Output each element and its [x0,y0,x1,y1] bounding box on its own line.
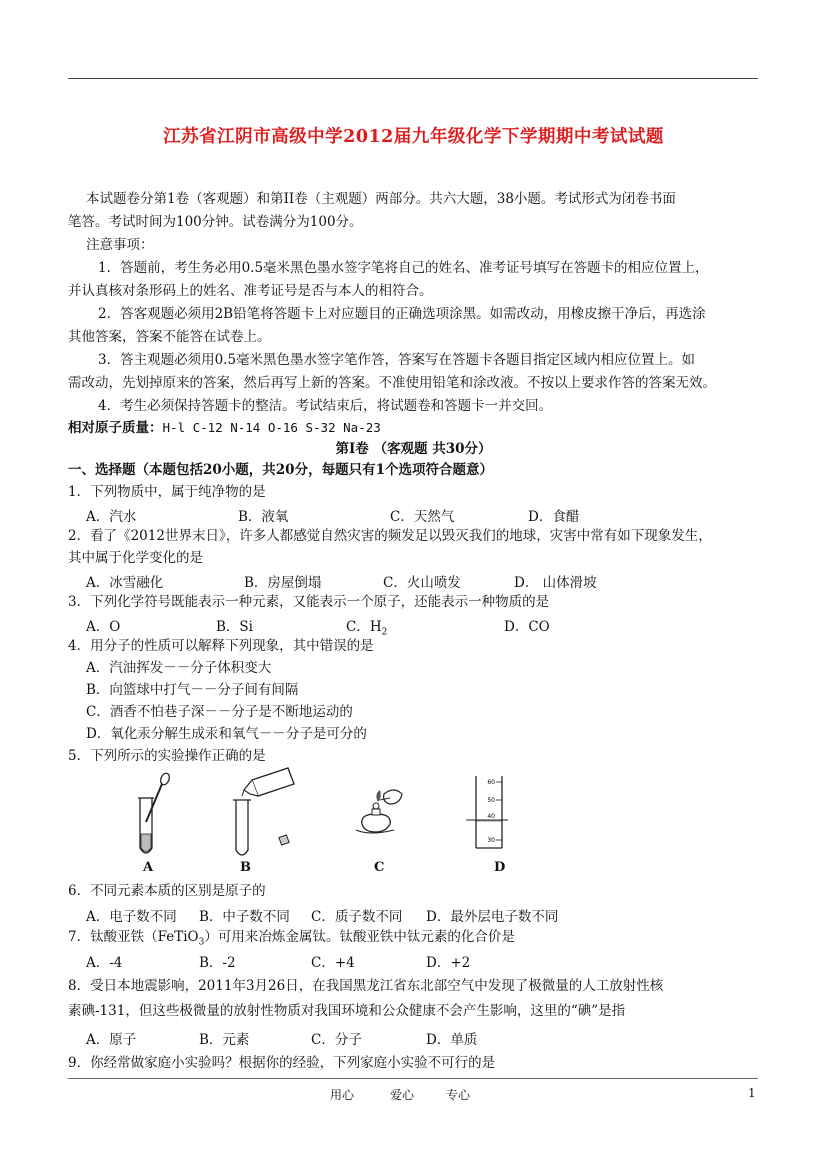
figure-a-dropper-test-tube [128,770,178,860]
figure-label-b: B [240,860,251,875]
tick-label: 30 [487,837,495,844]
option-a: A．电子数不同 [86,909,177,925]
volume-title: 第Ⅰ卷 （客观题 共30分） [335,441,492,457]
option-c: C．酒香不怕巷子深－－分子是不断地运动的 [86,704,353,720]
option-c: C．天然气 [390,509,455,525]
option-b: B．-2 [199,955,236,971]
bottom-rule [68,1078,758,1079]
figure-label-d: D [494,860,506,875]
option-c: C．分子 [311,1032,362,1048]
tick-label: 60 [487,779,495,786]
option-a: A．冰雪融化 [86,575,164,591]
option-a: A．汽水 [86,509,137,525]
footer-motto-3: 专心 [446,1088,471,1102]
option-c-text: C．H [346,619,382,635]
option-d: D．单质 [426,1032,478,1048]
atomic-mass [68,419,381,437]
note-line: 其他答案，答案不能答在试卷上。 [68,329,271,345]
note-line: 需改动，先划掉原来的答案，然后再写上新的答案。不准使用铅笔和涂改液。不按以上要求作答的答案无效。 [68,375,716,391]
question-3-stem: 3．下列化学符号既能表示一种元素，又能表示一个原子，还能表示一种物质的是 [68,594,550,610]
question-9-stem: 9．你经常做家庭小实验吗？根据你的经验，下列家庭小实验不可行的是 [68,1055,496,1071]
option-c: C．火山喷发 [383,575,461,591]
note-line: 1．答题前，考生务必用0.5毫米黑色墨水签字笔将自己的姓名、准考证号填写在答题卡的相应位置上， [98,260,709,276]
footer-motto-1: 用心 [330,1088,355,1102]
intro-line-2: 笔答。考试时间为100分钟。试卷满分为100分。 [68,214,363,230]
question-2-stem-cont: 其中属于化学变化的是 [68,550,203,566]
footer-motto-2: 爱心 [390,1088,415,1102]
question-8-stem-cont: 素碘-131，但这些极微量的放射性物质对我国环境和公众健康不会产生影响，这里的“碘”是指 [68,1003,626,1019]
question-7-stem-a: 7．钛酸亚铁（FeTiO [68,929,199,945]
question-7-stem [68,928,515,952]
intro-line-1: 本试题卷分第1卷（客观题）和第II卷（主观题）两部分。共六大题，38小题。考试形式为闭卷书面 [86,191,676,207]
figure-c-alcohol-lamp [350,784,410,844]
tick-label: 40 [487,813,495,820]
question-6-stem: 6．不同元素本质的区别是原子的 [68,883,266,899]
option-a: A．-4 [86,955,123,971]
option-c: C．+4 [311,955,355,971]
option-d: D．最外层电子数不同 [426,909,559,925]
note-line: 3．答主观题必须用0.5毫米黑色墨水签字笔作答，答案写在答题卡各题目指定区域内相应位置上。如 [98,352,696,368]
option-d: D．+2 [426,955,471,971]
tick-label: 50 [487,797,495,804]
question-7-stem-b: ）可用来冶炼金属钛。钛酸亚铁中钛元素的化合价是 [204,929,515,945]
top-rule [68,78,758,79]
notes-heading: 注意事项： [86,237,154,253]
option-a: A．原子 [86,1032,137,1048]
note-line: 2．答客观题必须用2B铅笔将答题卡上对应题目的正确选项涂黑。如需改动，用橡皮擦干净后，再选涂 [98,306,706,322]
atomic-mass-label: 相对原子质量： [68,420,163,436]
option-d: D．CO [504,619,550,635]
atomic-mass-values: H-l C-12 N-14 O-16 S-32 Na-23 [162,420,381,435]
note-line: 4．考生必须保持答题卡的整洁。考试结束后，将试题卷和答题卡一并交回。 [98,398,553,414]
option-b: B．Si [216,619,253,635]
question-5-stem: 5．下列所示的实验操作正确的是 [68,748,266,764]
option-d: D．食醋 [528,509,580,525]
option-d: D． 山体滑坡 [514,575,597,591]
option-b: B．向篮球中打气－－分子间有间隔 [86,682,299,698]
option-a: A．O [86,619,121,635]
page-title: 江苏省江阴市高级中学2012届九年级化学下学期期中考试试题 [163,127,664,147]
section-heading: 一、选择题（本题包括20小题，共20分，每题只有1个选项符合题意） [68,462,493,478]
figure-b-pouring-liquid [222,766,302,861]
option-b: B．中子数不同 [199,909,290,925]
option-b: B．元素 [199,1032,250,1048]
option-c [346,615,387,638]
question-4-stem: 4．用分子的性质可以解释下列现象，其中错误的是 [68,638,374,654]
option-d: D．氧化汞分解生成汞和氧气－－分子是可分的 [86,726,367,742]
note-line: 并认真核对条形码上的姓名、准考证号是否与本人的相符合。 [68,283,433,299]
figure-label-c: C [374,860,385,875]
option-a: A．汽油挥发－－分子体积变大 [86,660,272,676]
option-b: B．房屋倒塌 [244,575,322,591]
question-8-stem: 8．受日本地震影响，2011年3月26日，在我国黑龙江省东北部空气中发现了极微量的人工放射性核 [68,978,664,994]
option-c-subscript: 2 [381,627,388,638]
question-2-stem: 2．看了《2012世界末日》，许多人都感觉自然灾害的频发足以毁灭我们的地球，灾害中常有如下现象发生， [68,528,712,544]
figure-d-graduated-cylinder [460,772,520,852]
question-7-subscript: 3 [198,937,205,948]
figure-label-a: A [143,860,154,875]
option-c: C．质子数不同 [311,909,403,925]
option-b: B．液氧 [238,509,289,525]
question-1-stem: 1．下列物质中，属于纯净物的是 [68,484,266,500]
page-number: 1 [748,1086,756,1100]
